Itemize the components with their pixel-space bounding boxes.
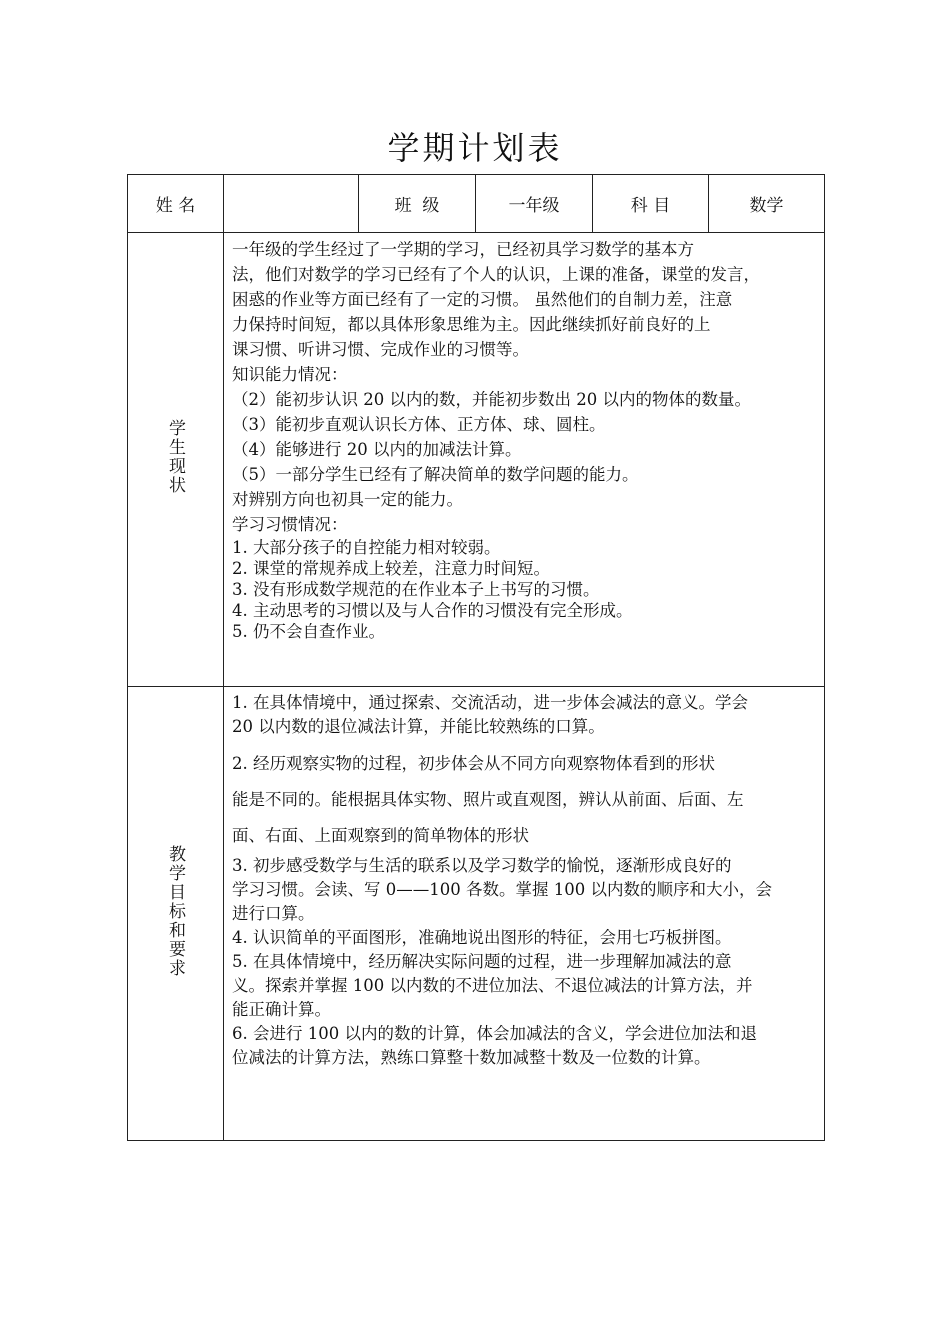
habit-item: 2. 课堂的常规养成上较差，注意力时间短。 <box>232 559 550 578</box>
objectives-row <box>128 687 825 1141</box>
habit-item: 1. 大部分孩子的自控能力相对较弱。 <box>232 538 501 557</box>
objectives-label: 教学目标和要求 <box>165 844 185 978</box>
objective-line: 能是不同的。能根据具体实物、照片或直观图，辨认从前面、后面、左 <box>232 790 744 809</box>
plan-table <box>127 174 825 1141</box>
name-label: 姓 名 <box>128 175 224 233</box>
habit-item: 4. 主动思考的习惯以及与人合作的习惯没有完全形成。 <box>232 601 633 620</box>
objective-line: 20 以内数的退位减法计算，并能比较熟练的口算。 <box>232 717 605 736</box>
status-intro-line: 困惑的作业等方面已经有了一定的习惯。 虽然他们的自制力差，注意 <box>232 290 733 309</box>
objective-line: 面、右面、上面观察到的简单物体的形状 <box>232 826 529 845</box>
objective-line: 3. 初步感受数学与生活的联系以及学习数学的愉悦，逐渐形成良好的 <box>232 856 732 875</box>
habit-item: 3. 没有形成数学规范的在作业本子上书写的习惯。 <box>232 580 600 599</box>
knowledge-item: （3）能初步直观认识长方体、正方体、球、圆柱。 <box>232 415 606 434</box>
status-intro-line: 一年级的学生经过了一学期的学习，已经初具学习数学的基本方 <box>232 240 694 259</box>
status-intro-line: 课习惯、听讲习惯、完成作业的习惯等。 <box>232 340 529 359</box>
objectives-content <box>224 687 825 1141</box>
subject-label: 科 目 <box>593 175 709 233</box>
status-label: 学生现状 <box>165 419 185 495</box>
objective-line: 能正确计算。 <box>232 1000 331 1019</box>
status-label-cell <box>128 233 224 687</box>
status-intro-line: 力保持时间短，都以具体形象思维为主。因此继续抓好前良好的上 <box>232 315 711 334</box>
objective-line: 5. 在具体情境中，经历解决实际问题的过程，进一步理解加减法的意 <box>232 952 732 971</box>
objectives-label-cell <box>128 687 224 1141</box>
objective-line: 义。探索并掌握 100 以内数的不进位加法、不退位减法的计算方法，并 <box>232 976 753 995</box>
habit-item: 5. 仍不会自查作业。 <box>232 622 385 641</box>
page-title: 学期计划表 <box>387 129 563 167</box>
status-intro-line: 法，他们对数学的学习已经有了个人的认识，上课的准备，课堂的发言， <box>232 265 760 284</box>
objective-line: 进行口算。 <box>232 904 315 923</box>
habit-heading: 学习习惯情况： <box>232 515 348 534</box>
knowledge-item: （4）能够进行 20 以内的加减法计算。 <box>232 440 522 459</box>
class-value: 一年级 <box>476 175 593 233</box>
header-row <box>128 175 825 233</box>
class-label: 班 级 <box>359 175 476 233</box>
objective-line: 学习习惯。会读、写 0——100 各数。掌握 100 以内数的顺序和大小，会 <box>232 880 772 899</box>
objective-line: 2. 经历观察实物的过程，初步体会从不同方向观察物体看到的形状 <box>232 754 715 773</box>
objective-line: 4. 认识简单的平面图形，准确地说出图形的特征，会用七巧板拼图。 <box>232 928 732 947</box>
knowledge-item: （2）能初步认识 20 以内的数，并能初步数出 20 以内的物体的数量。 <box>232 390 751 409</box>
objective-line: 1. 在具体情境中，通过探索、交流活动，进一步体会减法的意义。学会 <box>232 693 748 712</box>
knowledge-heading: 知识能力情况： <box>232 365 348 384</box>
subject-value: 数学 <box>709 175 825 233</box>
name-value <box>224 175 359 233</box>
status-content <box>224 233 825 687</box>
objective-line: 位减法的计算方法，熟练口算整十数加减整十数及一位数的计算。 <box>232 1048 711 1067</box>
objective-line: 6. 会进行 100 以内的数的计算，体会加减法的含义，学会进位加法和退 <box>232 1024 757 1043</box>
status-row <box>128 233 825 687</box>
knowledge-item: （5）一部分学生已经有了解决简单的数学问题的能力。 <box>232 465 639 484</box>
knowledge-item: 对辨别方向也初具一定的能力。 <box>232 490 463 509</box>
